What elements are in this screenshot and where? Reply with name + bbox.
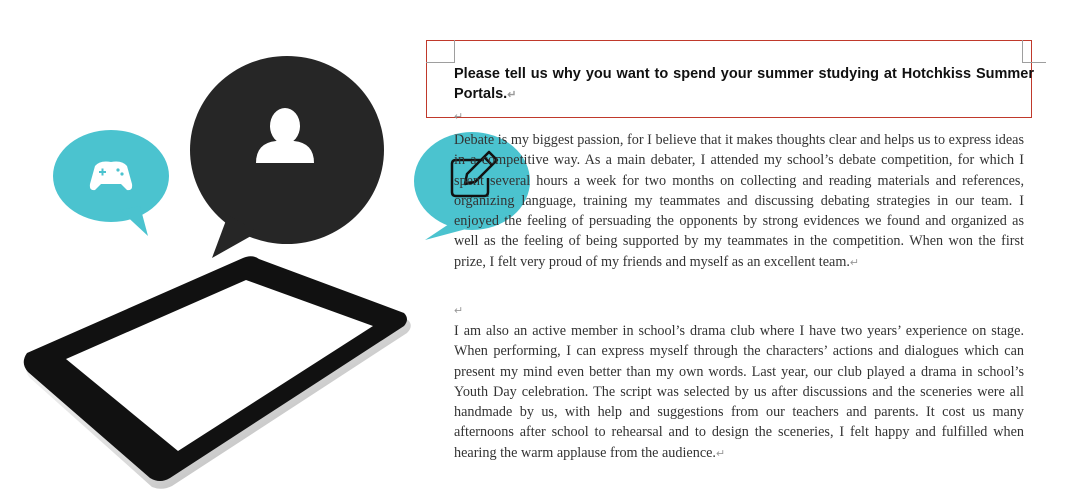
blank-line-mark: ↵ [454, 111, 464, 123]
essay-paragraph-debate [454, 130, 1024, 273]
essay-paragraph-drama [454, 321, 1024, 464]
essay-question [454, 64, 1034, 105]
question-text: Please tell us why you want to spend your summer studying at Hotchkiss Summer Portals. [454, 66, 1034, 102]
page-corner-mark [426, 40, 455, 63]
tablet-device [24, 256, 411, 489]
paragraph-mark: ↵ [715, 447, 726, 460]
user-speech-bubble [190, 56, 384, 258]
paragraph-text: Debate is my biggest passion, for I believe that it makes thoughts clear and helps us to express ideas in a competitive way. As a main debater, I attended my school’s debate competition, for which I spent several hours a week for two months on collecting and reading materials and references, organizing language, training my teammates and discussing debating strategies in our team. I enjoyed the feeling of persuading the opponents by strong evidences we found and organized as well as the feeling of being supported by my teammates in the competition. When won the first prize, I felt very proud of my friends and myself as an excellent team. [454, 132, 1024, 270]
gamepad-speech-bubble [53, 130, 169, 236]
page-corner-mark [1022, 62, 1046, 63]
paragraph-text: I am also an active member in school’s drama club where I have two years’ experience on stage. When performing, I can express myself through the characters’ actions and dialogues which can present my mind even better than my own words. Last year, our club played a drama in school’s Youth Day celebration. The script was selected by us after discussions and the sceneries were all handmade by us, with help and suggestions from our teachers and parents. It cost us many afternoons after school to rehearsal and to design the sceneries, I felt happy and fulfilled when hearing the warm applause from the audience. [454, 323, 1024, 461]
page-corner-mark [1022, 40, 1023, 62]
paragraph-mark: ↵ [507, 89, 517, 101]
paragraph-mark: ↵ [849, 256, 860, 269]
blank-line-mark: ↵ [454, 305, 464, 317]
